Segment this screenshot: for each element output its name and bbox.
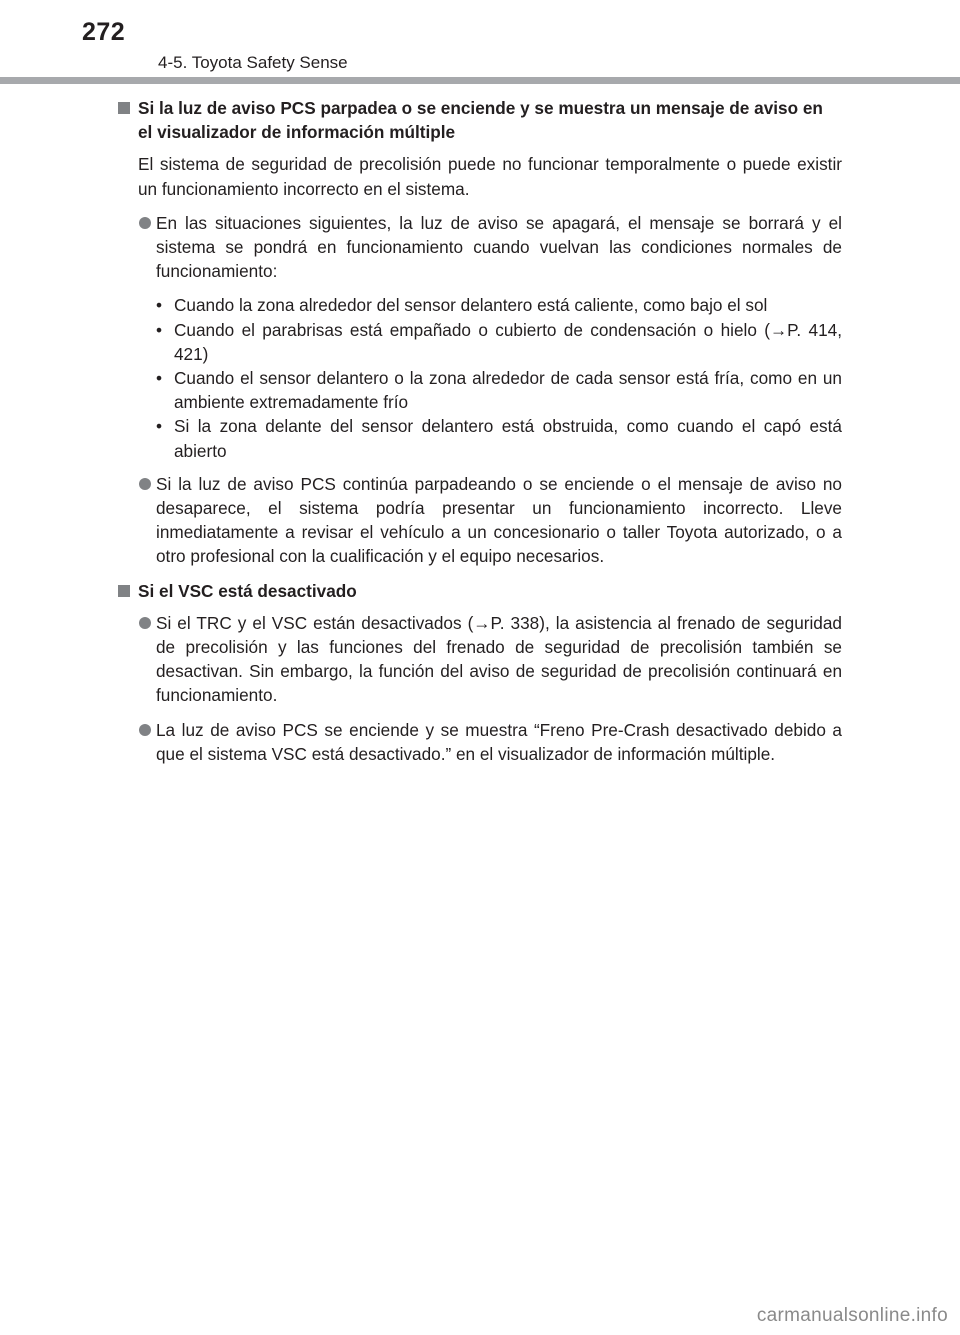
bullet-item <box>118 211 842 284</box>
conditions-list <box>118 293 842 462</box>
list-item: • Cuando el sensor delantero o la zona alrededor de cada sensor está fría, como en un ambiente extremadamente frío <box>118 366 842 414</box>
page-header <box>0 0 960 88</box>
circle-bullet-icon <box>139 217 151 229</box>
section-title: 4-5. Toyota Safety Sense <box>158 53 348 72</box>
bullet-item <box>118 472 842 569</box>
intro-paragraph: El sistema de seguridad de precolisión puede no funcionar temporalmente o puede existir un funcionamiento incorrecto en el sistema. <box>138 154 842 199</box>
section-heading-pcs-warning <box>118 96 842 144</box>
square-bullet-icon <box>118 585 130 597</box>
heading-text: Si la luz de aviso PCS parpadea o se enciende y se muestra un mensaje de aviso en el visualizador de información múltiple <box>138 98 823 143</box>
bullet-item <box>118 611 842 708</box>
list-item: • Si la zona delante del sensor delantero está obstruida, como cuando el capó está abierto <box>118 414 842 462</box>
section-heading-vsc-off <box>118 579 842 603</box>
square-bullet-icon <box>118 102 130 114</box>
watermark: carmanualsonline.info <box>756 1305 948 1326</box>
list-item: • Cuando el parabrisas está empañado o cubierto de condensación o hielo (→P. 414, 421) <box>118 318 842 366</box>
bullet-text: Si el TRC y el VSC están desactivados (→P. 338), la asistencia al frenado de seguridad de precolisión y las funciones del frenado de seguridad de precolisión también se desactivan. Sin embargo, la función del aviso de seguridad de precolisión continuará en funcionamiento. <box>156 612 842 706</box>
header-rule <box>0 77 960 84</box>
circle-bullet-icon <box>139 478 151 490</box>
list-item: • Cuando la zona alrededor del sensor delantero está caliente, como bajo el sol <box>118 293 842 317</box>
page-content <box>118 96 842 776</box>
bullet-text: La luz de aviso PCS se enciende y se muestra “Freno Pre-Crash desactivado debido a que el sistema VSC está desactivado.” en el visualizador de información múltiple. <box>156 719 842 764</box>
circle-bullet-icon <box>139 617 151 629</box>
heading-text: Si el VSC está desactivado <box>138 580 357 601</box>
bullet-text: Si la luz de aviso PCS continúa parpadeando o se enciende o el mensaje de aviso no desaparece, el sistema podría presentar un funcionamiento incorrecto. Lleve inmediatamente a revisar el vehículo a un concesionario o taller Toyota autorizado, o a otro profesional con la cualificación y el equipo necesarios. <box>156 473 842 567</box>
circle-bullet-icon <box>139 724 151 736</box>
bullet-text: En las situaciones siguientes, la luz de aviso se apagará, el mensaje se borrará y el sistema se pondrá en funcionamiento cuando vuelvan las condiciones normales de funcionamiento: <box>156 212 842 282</box>
bullet-item <box>118 718 842 766</box>
page-number: 272 <box>82 18 126 46</box>
